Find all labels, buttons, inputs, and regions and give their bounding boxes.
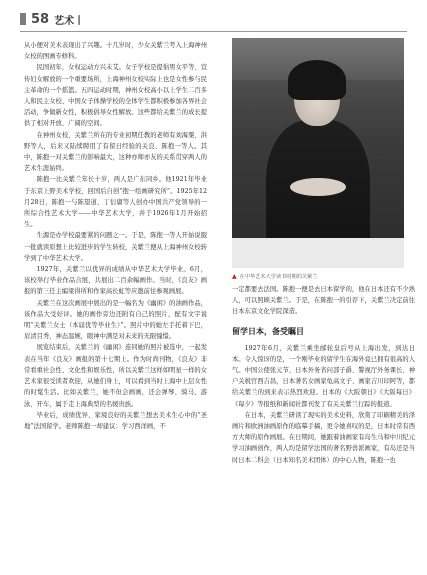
page-number: 58 xyxy=(31,11,50,27)
photo-figure-hands xyxy=(290,178,346,196)
paragraph: 关紫兰在这次画展中展出的是一幅名为《幽闲》的油画作品，该作品大受好评。她的画作旁边还附有自己的照片，配有文字说明“关紫兰女士（本届优等毕业生）”。照片中的她左手托着下巴，眉清目秀，神态温婉，眼神中满是对未来的无限憧憬。 xyxy=(24,299,207,341)
section-heading: 留学日本，备受瞩目 xyxy=(232,326,304,336)
caption-triangle-icon: ▲ xyxy=(232,273,237,280)
paragraph: 从小便对美术表现出了兴趣。十几岁时，少女关紫兰考入上海神州女校的图画专修科。 xyxy=(24,42,207,61)
paragraph: 在神州女校，关紫兰所在的专业初期任教的老师有刘海粟、洪野等人，后来又陆续聘用了有留日经验的关良、陈抱一等人。其中，陈抱一对关紫兰的影响最大，这种亦师亦友的关系贯穿两人的艺术生涯始终。 xyxy=(24,131,207,173)
paragraph: 陈抱一比关紫兰年长十岁，两人是广东同乡。他1921年毕业于东京上野美术学校，回国后自创“抱一绘画研究所”。1925年12月28日，陈抱一与陈望道、丁衍庸等人创办中国共产党领导的一所综合性艺术大学——中华艺术大学，并于1926年1月开始招生。 xyxy=(24,176,207,229)
section-title: 艺术丨 xyxy=(54,15,85,27)
paragraph: 生源是办学校最要紧的问题之一。于是，陈抱一等人开始说服一批就读原想上比较进步的学生转校，关紫兰便从上海神州女校转学到了中华艺术大学。 xyxy=(24,232,207,262)
paragraph: 在日本，关紫兰研读了现实的美术史料，欣赏了印刷精美的泽画片和欧洲油画原作的临摹手稿，更令她喜叹的是，日本时常有西方大师的原作画展。在日期间，她跟着油画家有岛生马和中川纪元学习油画创作，两人均是留学法国的著名野兽派画家，有岛还是当时日本二科会（日本知名美术团体）的中心人物，陈抱一也 xyxy=(232,411,415,464)
page-header xyxy=(20,10,84,28)
left-column xyxy=(24,40,207,432)
portrait-photo xyxy=(232,38,404,268)
paragraph: 民国初年，女权运动方兴未艾。女子学校是提倡男女平等、宣传妇女解放的一个重要场所，上海神州女校实际上也是女性参与民主革命的一个摇篮。五四运动时期，神州女校高小以上学生二百多人和民主女校、中国女子体操学校的全体学生都积极参加各界社会活动，争做新女性，积极倡导女性解放。这些都给关紫兰的成长提供了相对开放、广阔的空间。 xyxy=(24,64,207,128)
header-bar-mark xyxy=(20,13,26,25)
photo-bottom-margin xyxy=(232,238,404,268)
paragraph: 1927年，关紫兰以优异的成绩从中华艺术大学毕业。6月，该校举行毕业作品合展，共展出二百余幅画作。当时，《良友》画报的第三任主编梁得所和作家高长虹等应邀前往参观画展。 xyxy=(24,266,207,296)
photo-figure-hair xyxy=(288,60,346,100)
paragraph: 一定都要去法国。陈抱一便是去日本留学的，他在日本还有不少熟人，可以照顾关紫兰。于是，在陈抱一的引荐下，关紫兰决定前往日本东京文化学院深造。 xyxy=(232,286,415,316)
header-rule xyxy=(20,31,407,32)
paragraph: 毕业后，成绩优异、家境良好的关紫兰想去美术生心中的“圣地”法国留学。老师陈抱一却建议：学习西洋画，不 xyxy=(24,411,207,430)
right-column xyxy=(232,284,415,466)
photo-caption xyxy=(232,273,408,280)
caption-text: 在中华艺术大学读书时期的关紫兰 xyxy=(239,274,318,280)
paragraph: 1927年6月，关紫兰乘坐邮轮皇后号从上海出发，到达日本。令人惊讶的是，一个刚毕业的留学生在海外竟已拥有很高的人气。中国公使张元节、日本外务省问部子爵、警视厅外务课长、神户关税官西吉昌，日本著名女画家龟高文子、画家吉川印阿等，都给关紫兰的到来表示热烈欢迎。日本的《大阪朝日》《大阪每日》《每夕》等报纸和新闻社都刊发了有关关紫兰行踪的报道。 xyxy=(232,344,415,408)
paragraph: 展览结束后，关紫兰的《幽闲》连同她的照片被选中，一起发表在当年《良友》画报的第十七期上。作为时尚刊物，《良友》非常看重社会性、文化性和娱乐性，所以关紫兰这样如明星一样的女艺术家很受读者欢迎，从她们身上，可以看到当时上海中上层女性的时髦生活。比如关紫兰，她不但会画画，还会弹琴、骑马、游泳、开车，属于走上海典型的名媛贵族。 xyxy=(24,344,207,408)
